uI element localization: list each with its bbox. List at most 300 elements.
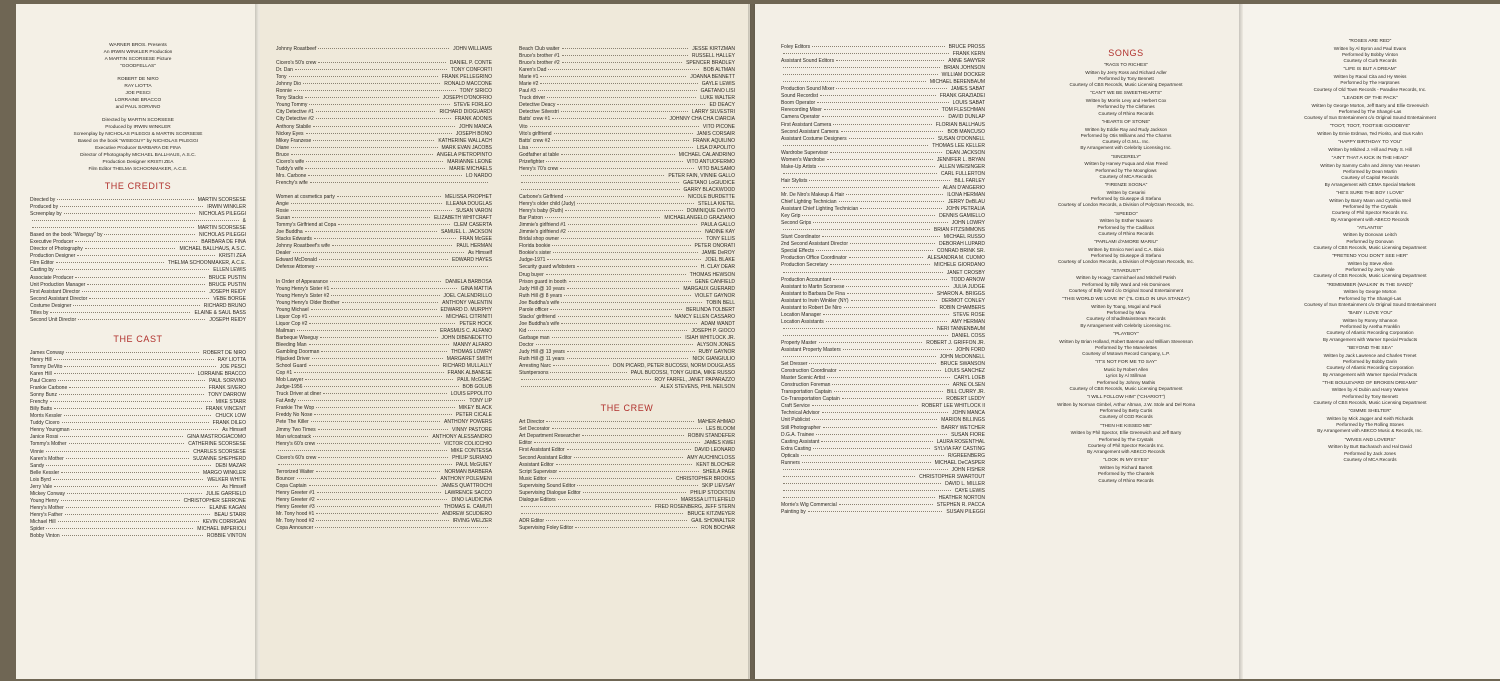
crew-row [519,511,735,518]
leader-dots [561,154,675,155]
crew-row [781,305,985,312]
crew-row [781,51,985,58]
song-credit: Courtesy of Phil Spector Records Inc. [1087,442,1165,448]
person-name: LOUIS EPPOLITO [450,391,492,398]
leader-dots [812,46,944,47]
leader-dots [66,458,189,459]
cast-row [276,264,492,271]
cast-row [519,335,735,342]
leader-dots [824,109,938,110]
song-credit: Written by Barry Mann and Cynthia Weil [1329,197,1411,203]
person-name: FRANK SIVERO [208,385,246,392]
cast-row [276,201,492,208]
crew-row [781,460,985,467]
person-name: VIOLET GAYNOR [694,292,735,299]
leader-dots [521,513,683,514]
crew-row [781,340,985,347]
crew-row [781,248,985,255]
credit-row [30,211,246,218]
cast-row [519,328,735,335]
credit-row [30,310,246,317]
leader-dots [783,469,948,470]
cast-row [30,533,246,540]
cast-row [519,215,735,222]
person-name: JOSEPH P. GIOCO [691,327,735,334]
song-credit: Courtesy of MCA Records [1343,456,1397,462]
leader-dots [847,293,933,294]
crew-row [781,44,985,51]
cast-row [30,350,246,357]
person-name: VICTOR COLICCHIO [444,440,492,447]
cast-column-2 [276,46,492,532]
person-name: JOHN DIBENEDETTO [441,334,492,341]
person-name: RONALD MACCONE [444,81,492,88]
leader-dots [56,262,164,263]
leader-dots [294,90,456,91]
cast-row [519,67,735,74]
person-name: LAWRENCE SACCO [444,489,492,496]
role-label: Casting Assistant [781,438,820,445]
cast-row [30,519,246,526]
person-name: FLORIAN BALLHAUS [935,121,985,128]
song-credit: Performed by The Crystals [1342,203,1398,209]
song-entry [1020,212,1232,237]
person-name: LES BLOOM [706,426,735,433]
crew-row [519,469,735,476]
cast-row [519,152,735,159]
leader-dots [834,391,943,392]
person-name: PETER ONORATI [694,243,735,250]
leader-dots [565,196,684,197]
person-name: JENNIFER L. BRYAN [936,156,985,163]
leader-dots [577,203,694,204]
cast-row [519,109,735,116]
cast-row [276,497,492,504]
person-name: JOHN FORD [955,347,985,354]
crew-row [781,410,985,417]
song-title: "WIVES AND LOVERS" [1344,437,1396,443]
role-label: Terrorized Waiter [276,468,314,475]
role-label: Chief Lighting Technician [781,199,837,206]
person-name: JESSE KIRTZMAN [692,46,735,52]
song-title: "LIFE IS BUT A DREAM" [1343,67,1397,73]
role-label: Marie #2 [519,81,539,88]
role-label: Bridal shop owner [519,236,560,243]
role-label: Assistant Chief Lighting Technician [781,206,859,213]
person-name: ROBERT LEDDY [946,396,985,403]
song-credit: Performed by The Cadillacs [1097,224,1155,230]
cast-row [519,180,735,187]
role-label: Henry's 60's crew [276,440,316,447]
song-title: "ATLANTIS" [1357,225,1383,231]
credit-row [30,253,246,260]
song-credit: Written by Harvey Fuqua and Alan Freed [1084,161,1168,167]
crew-row [781,206,985,213]
cast-row [519,363,735,370]
leader-dots [278,464,452,465]
role-label: Henry's Mother [30,504,64,511]
song-credit: Written by Jerry Ross and Richard Adler [1085,69,1167,75]
person-name: BERLINDA TOLBERT [686,306,735,313]
leader-dots [545,217,661,218]
person-name: RUBY GAYNOR [698,349,735,356]
cast-row [519,159,735,166]
cast-row [276,370,492,377]
crew-row [781,86,985,93]
role-label: Second Unit Director [30,316,77,323]
credit-row [30,282,246,289]
panel-songs [1243,4,1500,679]
intro-line: Produced by IRWIN WINKLER [105,125,171,130]
cast-row [30,406,246,413]
cast-row [30,526,246,533]
role-label: Ruth Hill @ 11 years [519,356,565,363]
song-entry [1020,297,1232,329]
song-entry [1257,96,1483,121]
leader-dots [808,511,943,512]
role-label: Production Secretary [781,262,828,269]
crew-row [781,114,985,121]
leader-dots [550,372,626,373]
role-label: Truck Driver at diner [276,391,322,398]
leader-dots [568,224,697,225]
person-name: EDWARD D. MURPHY [440,306,492,313]
person-name: FRANK AQUILINO [693,137,735,144]
person-name: JOSEPH REIDY [209,316,246,323]
song-credit: Written by Mick Jagger and Keith Richards [1326,415,1414,421]
cast-row [30,456,246,463]
intro-line: Executive Producer BARBARA DE FINA [95,146,181,151]
song-credit: Courtesy of Capitol Records [1341,175,1399,181]
song-credit: Courtesy of CBS Records, Music Licensing Department [1313,400,1427,405]
leader-dots [783,173,937,174]
person-name: TONY SIRICO [459,88,492,95]
song-entry [1257,124,1483,137]
person-name: FRED ROSENBERG, JEFF STERN [654,503,735,510]
leader-dots [104,234,195,235]
leader-dots [830,152,942,153]
song-title: "THIS WORLD WE LOVE IN" ("IL CIELO IN UNA STANZA") [1062,297,1190,303]
person-name: MANNY ALFARO [453,341,492,348]
leader-dots [46,528,193,529]
cast-row [276,152,492,159]
song-title: "SPEEDO" [1114,211,1138,217]
song-entry [1020,63,1232,88]
person-name: DON PICARD, PETER BUCOSSI, NORM DOUGLASS [613,363,735,370]
leader-dots [521,189,680,190]
leader-dots [536,344,693,345]
person-name: NADINE KAY [705,229,735,236]
person-name: PETER CICALE [455,412,492,419]
person-name: JOSEPH BONO [455,130,492,137]
role-label: Opticals [781,452,800,459]
cast-row [519,250,735,257]
role-label: Extra Casting [781,445,812,452]
person-name: DINO LAUDICINA [451,497,492,503]
cast-row [519,307,735,314]
song-credit: Courtesy of London Records, a Division of PolyGram Records, Inc. [1057,202,1195,208]
role-label: Karen Hill [30,370,52,377]
person-name: ALAN D'ANGERIO [942,184,985,191]
cast-row [30,484,246,491]
leader-dots [61,500,180,501]
role-label: First Assistant Camera [781,121,832,128]
cast-row [30,477,246,484]
leader-dots [783,497,935,498]
role-label: Film Editor [30,260,54,267]
crew-row [781,136,985,143]
cast-row [519,124,735,131]
person-name: JOSEPH REIDY [209,288,246,295]
song-credit: Performed by Johnny Mathis [1096,379,1156,385]
leader-dots [802,215,935,216]
person-name: WELKER WHITE [207,476,246,483]
role-label: Henny Youngman [30,427,70,434]
role-label: Technical Advisor [781,410,820,417]
leader-dots [308,175,462,176]
crew-row [781,389,985,396]
role-label: Morris Kessler [30,413,62,420]
role-label: Drug buyer [519,271,544,278]
person-name: PETER FAIN, VINNIE GALLO [668,172,735,179]
credit-row [30,267,246,274]
crew-row [781,270,985,277]
song-credit: By Arrangement with Celebrity Licensing Inc. [1080,322,1172,328]
person-name: JOE PESCI [219,363,246,370]
cast-row [276,138,492,145]
person-name: LARRY SILVESTRI [691,109,735,116]
person-name: MICHAEL RUSSO [943,234,985,241]
song-credit: Written by George Morton, Jeff Barry and Ellie Greenwich [1311,102,1429,108]
role-label: ADR Editor [519,517,545,524]
leader-dots [842,398,943,399]
intro-line: Production Designer KRISTI ZEA [102,160,174,165]
person-name: ALLEN WEISINGER [939,163,985,170]
person-name: ERASMUS C. ALFANO [440,327,492,334]
song-credit: Written by Esther Navarro [1099,218,1153,224]
song-entry [1257,156,1483,188]
role-label: Assistant Editor [519,461,554,468]
song-title: "PRETEND YOU DON'T SEE HER" [1331,254,1409,260]
person-name: H. CLAY DEAR [700,264,735,271]
person-name: TONY CONFORTI [450,67,492,74]
crew-row [519,462,735,469]
role-label: Boom Operator [781,100,816,107]
person-name: GAETANO LISI [700,88,735,95]
role-label: Belle Kessler [30,469,60,476]
person-name: ADAM WANDT [701,320,735,327]
leader-dots [297,478,437,479]
crew-row [781,495,985,502]
person-name: ELLEN LEWIS [213,267,246,274]
person-name: As Himself [222,427,246,434]
leader-dots [59,394,204,395]
cast-row [276,405,492,412]
credit-row [30,218,246,225]
person-name: SAMUEL L. JACKSON [441,229,492,236]
person-name: EDWARD HAYES [451,257,492,264]
cast-row [276,314,492,321]
cast-row [276,67,492,74]
role-label: Based on the book "Wiseguy" by [30,232,103,239]
credit-row [30,246,246,253]
crew-row [519,455,735,462]
role-label: Angie [276,201,289,208]
role-label: Judy Hill @ 10 years [519,285,565,292]
leader-dots [330,281,441,282]
person-name: CARL FULLERTON [940,170,985,177]
leader-dots [556,464,692,465]
role-label: Copa Captain [276,482,307,489]
person-name: ROBERT DE NIRO [203,349,246,356]
song-credit: Performed by The Harptones [1340,80,1400,86]
crew-row [781,467,985,474]
crew-row [781,277,985,284]
cast-row [519,116,735,123]
person-name: PHILIP SURIANO [452,454,492,461]
person-name: SHARON A. BRIGGS [936,290,985,297]
person-name: TOM FLESCHMAN [941,107,985,114]
leader-dots [82,291,205,292]
leader-dots [57,199,193,200]
songs-list-1 [1020,63,1232,484]
song-credit: Performed by The Cleftones [1097,104,1155,110]
person-name: BRUCE PROSS [948,44,985,50]
role-label: Detective Silvestri [519,109,559,116]
leader-dots [289,76,438,77]
person-name: IRWIN WINKLER [207,204,246,211]
person-name: HEATHER NORTON [938,495,985,501]
cast-row [276,363,492,370]
leader-dots [316,118,451,119]
song-credit: Performed by Bobby Darin [1342,358,1398,364]
leader-dots [783,187,939,188]
person-name: STEVE ROSE [953,311,985,318]
song-credit: Performed by Mina [1106,310,1146,316]
person-name: DAVID LEONARD [694,447,735,454]
panel-crew-songs [755,4,1243,679]
leader-dots [844,307,936,308]
cast-row [30,427,246,434]
crew-row [519,525,735,532]
person-name: JOSEPH D'ONOFRIO [442,95,492,102]
crew-row [781,347,985,354]
crew-row [781,403,985,410]
song-entry [1257,254,1483,279]
intro-line: An IRWIN WINKLER Production [103,50,173,55]
leader-dots [316,111,436,112]
cast-row [30,364,246,371]
person-name: NICOLE BURDETTE [688,193,735,200]
person-name: SUSAN O'DONNELL [937,135,985,142]
song-title: "PARLAMI d'AMORE MARIU" [1094,240,1158,246]
person-name: ILLEANA DOUGLAS [445,201,492,208]
leader-dots [318,457,448,458]
leader-dots [317,443,440,444]
cast-row [519,349,735,356]
cast-row [276,187,492,194]
role-label: Unit Publicist [781,417,810,424]
cast-row [276,490,492,497]
leader-dots [816,250,933,251]
cast-row [276,349,492,356]
song-credit: Courtesy of London Records, a Division of PolyGram Records, Inc. [1057,259,1195,265]
crew-row [781,432,985,439]
leader-dots [530,147,693,148]
role-label: Construction Foreman [781,382,831,389]
credit-row [30,197,246,204]
role-label: Morrie's Wig Commercial [781,502,837,509]
song-credit: Performed by The Moonglows [1095,167,1157,173]
person-name: ANTHONY POWERS [444,419,492,426]
cast-row [276,476,492,483]
song-title: "CAN'T WE BE SWEETHEARTS" [1090,91,1162,97]
leader-dots [583,492,687,493]
crew-row [781,375,985,382]
leader-dots [50,401,212,402]
cast-row [276,427,492,434]
person-name: BRUCE KITZMEYER [687,510,735,517]
role-label: Lois Byrd [30,476,51,483]
song-credit: Written by Eddie Ray and Rudy Jackson [1084,126,1168,132]
cast-row [276,74,492,81]
person-name: DANIELA BARBOSA [445,278,492,285]
cast-row [276,46,492,53]
role-label: Stuntpersons [519,370,549,377]
role-label: Henry Hill [30,356,52,363]
crew-row [781,488,985,495]
leader-dots [809,363,936,364]
song-credit: Written by Ernie Erdman, Ted Fiorito, and Gus Kahn [1317,131,1423,137]
leader-dots [534,442,700,443]
song-credit: By Arrangement with ABKCO Music & Records, Inc. [1317,428,1423,434]
leader-dots [564,295,690,296]
crew-row [781,474,985,481]
song-entry [1020,332,1232,357]
song-credit: Courtesy of Shad/Mainstream Records [1086,316,1166,322]
crew-row [781,291,985,298]
cast-row [30,449,246,456]
cast-row [276,88,492,95]
leader-dots [528,330,687,331]
person-name: THOMAS LOWRY [450,349,492,356]
leader-dots [331,288,456,289]
crew-row [781,417,985,424]
person-name: BARBARA DE FINA [201,239,246,246]
leader-dots [32,220,239,221]
role-label: Bruce [276,151,290,158]
song-title: "THE BOULEVARD OF BROKEN DREAMS" [1322,380,1418,386]
song-entry [1020,183,1232,208]
song-entry [1257,283,1483,308]
leader-dots [557,104,705,105]
person-name: RUSSELL HALLEY [691,53,735,60]
person-name: FRANK ADONIS [454,116,492,123]
leader-dots [822,236,940,237]
leader-dots [783,483,941,484]
cast-row [276,384,492,391]
song-credit: Performed by Betty Curtis [1099,408,1153,414]
role-label: Paul #3 [519,88,536,95]
role-label: Henry's 70's crew [519,165,559,172]
role-label: Susan [276,215,291,222]
song-title: "IT'S NOT FOR ME TO SAY" [1095,360,1157,366]
person-name: BRUCE SWANSON [940,361,985,368]
person-name: THOMAS LEE KELLER [932,142,985,149]
person-name: MICHAEL CALANDRINO [678,151,735,158]
leader-dots [310,182,488,183]
person-name: LISA D'APOLITO [696,144,735,151]
